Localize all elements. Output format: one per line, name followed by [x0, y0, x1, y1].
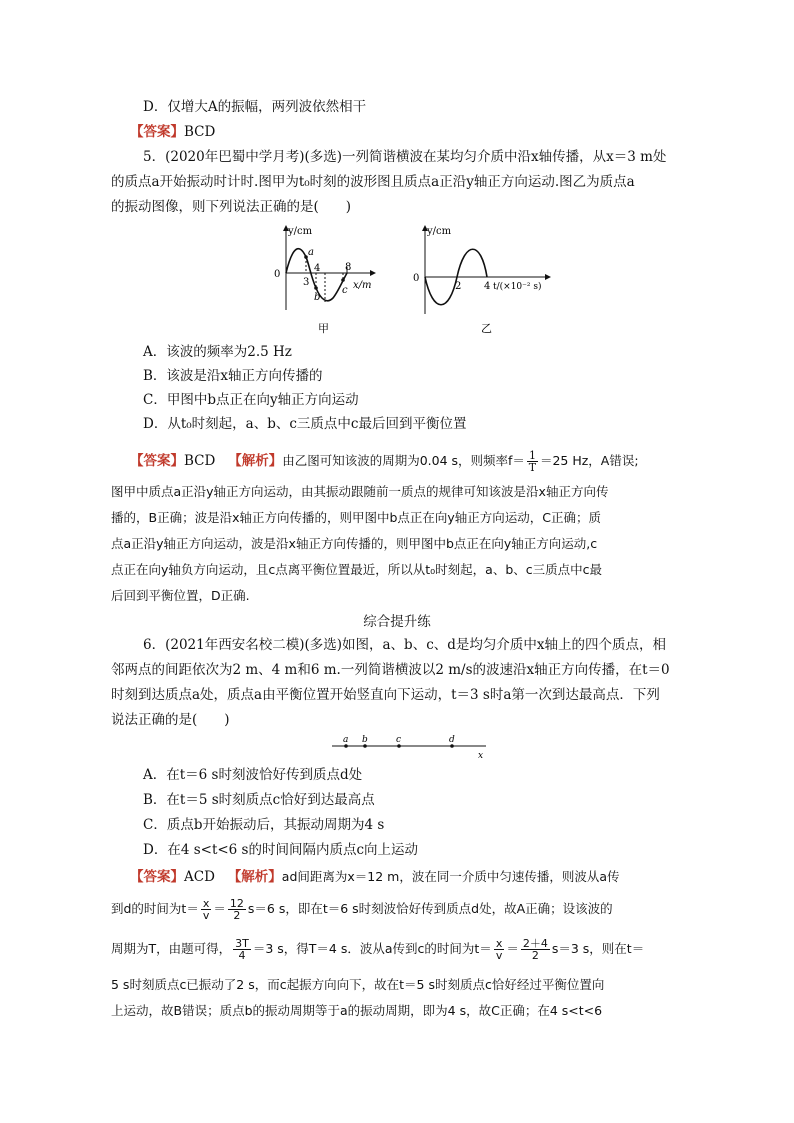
- q6-explanation-line4: 5 s时刻质点c已振动了2 s，而c起振方向向下，故在t＝5 s时刻质点c恰好经过平衡位置向: [111, 977, 605, 992]
- figure-jia-waveform: [265, 222, 380, 337]
- jia-point-c: c: [342, 285, 348, 296]
- q5-explanation-line6: 后回到平衡位置，D正确.: [111, 588, 250, 603]
- figure-q6-axis: [330, 733, 490, 761]
- q5-option-d: D．从t₀时刻起，a、b、c三质点中c最后回到平衡位置: [143, 416, 467, 432]
- q5-explanation-line5: 点正在向y轴负方向运动，且c点离平衡位置最近，所以从t₀时刻起，a、b、c三质点中c最: [111, 562, 603, 577]
- q5-explanation-line2: 图甲中质点a正沿y轴正方向运动，由其振动跟随前一质点的规律可知该波是沿x轴正方向传: [111, 484, 609, 499]
- answer-value: ACD: [184, 869, 215, 885]
- yi-caption: 乙: [481, 322, 492, 335]
- section-title: 综合提升练: [363, 614, 431, 630]
- q5-stem-line2: 的质点a开始振动时计时.图甲为t₀时刻的波形图且质点a正沿y轴正方向运动.图乙为质点a: [111, 174, 635, 190]
- q5-stem-line1: 5．(2020年巴蜀中学月考)(多选)一列简谐横波在某均匀介质中沿x轴传播，从x＝3 m处: [143, 149, 667, 165]
- answer-value: BCD: [184, 453, 216, 469]
- figure-yi-vibration: [405, 222, 555, 337]
- jia-tick-4: 4: [314, 263, 321, 274]
- q6-stem-line1: 6．(2021年西安名校二模)(多选)如图，a、b、c、d是均匀介质中x轴上的四个质点，相: [143, 637, 667, 653]
- answer-tag: 【答案】: [130, 869, 184, 885]
- q6-option-b: B．在t＝5 s时刻质点c恰好到达最高点: [143, 792, 375, 808]
- q5-explanation-line1: 【答案】BCD 【解析】由乙图可知该波的周期为0.04 s，则频率f＝ $\frac{1}{T}$ ＝25 Hz，A错误;: [130, 449, 639, 474]
- q6-axis-x: x: [478, 751, 484, 761]
- answer-tag: 【答案】: [130, 124, 184, 140]
- jia-xlabel: x/m: [353, 280, 372, 291]
- q5-option-a: A．该波的频率为2.5 Hz: [143, 344, 292, 360]
- answer-tag: 【答案】: [130, 453, 184, 469]
- jia-point-a: a: [308, 247, 314, 258]
- fraction: $\frac{1}{T}$: [528, 449, 537, 474]
- jia-caption: 甲: [318, 322, 329, 335]
- yi-origin: 0: [413, 273, 420, 284]
- q6-point-a: a: [343, 735, 349, 745]
- q5-option-b: B．该波是沿x轴正方向传播的: [143, 368, 323, 384]
- q6-option-c: C．质点b开始振动后，其振动周期为4 s: [143, 817, 385, 833]
- q6-point-b: b: [362, 735, 368, 745]
- jia-tick-8: 8: [345, 262, 352, 273]
- q6-point-d: d: [449, 735, 455, 745]
- answer-value: BCD: [184, 124, 216, 140]
- yi-tick-2: 2: [455, 281, 462, 292]
- analysis-tag: 【解析】: [228, 453, 283, 469]
- q6-option-d: D．在4 s<t<6 s的时间间隔内质点c向上运动: [143, 842, 419, 858]
- q6-explanation-line3: 周期为T，由题可得， $\frac{3T}{4}$ ＝3 s，得T＝4 s．波从a传到c的时间为t＝ $\frac{x}{v}$ ＝ $\frac{2+4}{2}$ s＝3 s，则在t＝: [111, 937, 645, 962]
- q5-stem-line3: 的振动图像，则下列说法正确的是( ): [111, 199, 352, 215]
- q6-explanation-line2: 到d的时间为t＝ $\frac{x}{v}$ ＝ $\frac{12}{2}$ s＝6 s，即在t＝6 s时刻波恰好传到质点d处，故A正确；设该波的: [111, 897, 613, 922]
- q4-answer: [130, 123, 215, 141]
- q6-explanation-line1: 【答案】ACD 【解析】ad间距离为x＝12 m，波在同一介质中匀速传播，则波从a传: [130, 869, 620, 885]
- q6-explanation-line5: 上运动，故B错误；质点b的振动周期等于a的振动周期，即为4 s，故C正确；在4 s<t<6: [111, 1003, 603, 1018]
- q5-explanation-line3: 播的，B正确；波是沿x轴正方向传播的，则甲图中b点正在向y轴正方向运动，C正确；质: [111, 510, 602, 525]
- q6-option-a: A．在t＝6 s时刻波恰好传到质点d处: [143, 767, 363, 783]
- analysis-tag: 【解析】: [227, 869, 282, 885]
- q6-stem-line3: 时刻到达质点a处，质点a由平衡位置开始竖直向下运动，t＝3 s时a第一次到达最高点．下列: [111, 687, 660, 703]
- q6-stem-line2: 邻两点的间距依次为2 m、4 m和6 m.一列简谐横波以2 m/s的波速沿x轴正方向传播，在t＝0: [111, 662, 670, 678]
- jia-point-b: b: [314, 292, 321, 303]
- q5-option-c: C．甲图中b点正在向y轴正方向运动: [143, 392, 359, 408]
- q6-point-c: c: [396, 735, 402, 745]
- jia-ylabel: y/cm: [288, 226, 313, 237]
- q5-explanation-line4: 点a正沿y轴正方向运动，波是沿x轴正方向传播的，则甲图中b点正在向y轴正方向运动,c: [111, 536, 598, 551]
- jia-origin: 0: [274, 269, 281, 280]
- q6-stem-line4: 说法正确的是( ): [111, 712, 230, 728]
- yi-ylabel: y/cm: [427, 226, 452, 237]
- yi-xlabel: t/(×10⁻² s): [493, 282, 542, 292]
- yi-tick-4: 4: [484, 281, 491, 292]
- q4-option-d: D．仅增大A的振幅，两列波依然相干: [143, 99, 367, 115]
- jia-tick-3: 3: [303, 277, 310, 288]
